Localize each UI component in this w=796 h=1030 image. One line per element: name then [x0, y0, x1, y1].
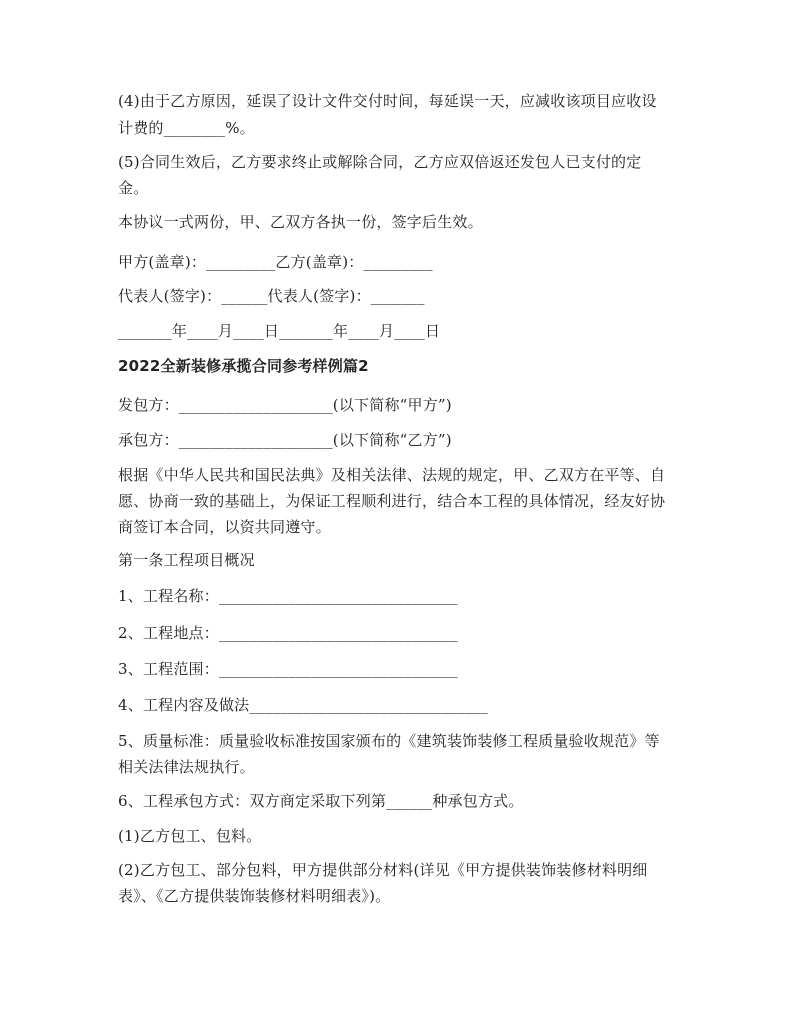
contractor-party-a: 发包方：____________________(以下简称“甲方”) [118, 396, 452, 414]
article-1-title: 第一条工程项目概况 [118, 551, 255, 569]
quality-standard-line-2: 相关法律法规执行。 [118, 758, 255, 776]
project-name: 1、工程名称：_______________________________ [118, 587, 458, 605]
preamble-line-1: 根据《中华人民共和国民法典》及相关法律、法规的规定，甲、乙双方在平等、自 [118, 466, 666, 484]
section-heading: 2022全新装修承揽合同参考样例篇2 [118, 357, 369, 375]
method-option-2-line-2: 表》、《乙方提供装饰装修材料明细表》)。 [118, 887, 391, 905]
clause-4-line-1: (4)由于乙方原因，延误了设计文件交付时间，每延误一天，应减收该项目应收设 [118, 92, 657, 110]
contract-method: 6、工程承包方式：双方商定采取下列第______种承包方式。 [118, 792, 524, 810]
quality-standard-line-1: 5、质量标准：质量验收标准按国家颁布的《建筑装饰装修工程质量验收规范》等 [118, 732, 660, 750]
project-content: 4、工程内容及做法_______________________________ [118, 696, 489, 714]
project-scope: 3、工程范围：_______________________________ [118, 660, 458, 678]
party-seals: 甲方(盖章)：_________乙方(盖章)：_________ [118, 253, 433, 271]
preamble-line-2: 愿、协商一致的基础上，为保证工程顺利进行，结合本工程的具体情况，经友好协 [118, 492, 666, 510]
preamble-line-3: 商签订本合同，以资共同遵守。 [118, 518, 331, 536]
method-option-2-line-1: (2)乙方包工、部分包料，甲方提供部分材料(详见《甲方提供装饰装修材料明细 [118, 861, 648, 879]
clause-5-line-2: 金。 [118, 179, 149, 197]
method-option-1: (1)乙方包工、包料。 [118, 827, 262, 845]
project-location: 2、工程地点：_______________________________ [118, 624, 458, 642]
representative-signatures: 代表人(签字)：______代表人(签字)：_______ [118, 287, 425, 305]
contractor-party-b: 承包方：____________________(以下简称“乙方”) [118, 431, 452, 449]
agreement-copies: 本协议一式两份，甲、乙双方各执一份，签字后生效。 [118, 213, 483, 231]
clause-5-line-1: (5)合同生效后，乙方要求终止或解除合同，乙方应双倍返还发包人已支付的定 [118, 153, 642, 171]
clause-4-line-2: 计费的________%。 [118, 119, 255, 137]
signature-dates: _______年____月____日_______年____月____日 [118, 322, 441, 340]
